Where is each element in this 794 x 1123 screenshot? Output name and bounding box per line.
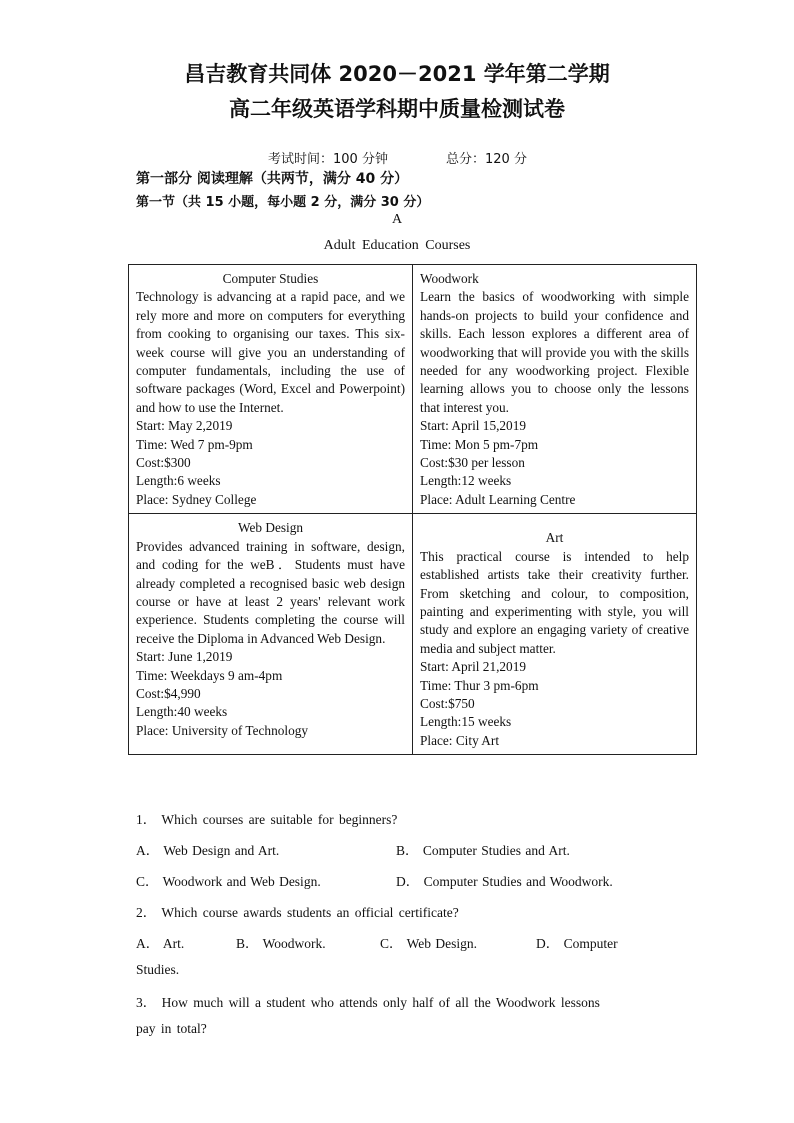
course-place: Place: Adult Learning Centre: [420, 491, 576, 507]
question-2-option-d-continued: Studies.: [136, 962, 180, 977]
course-place: Place: Sydney College: [136, 491, 257, 507]
question-2-option-a: A． Art.: [136, 936, 185, 951]
passage-label: A: [391, 212, 403, 227]
question-1-option-d: D． Computer Studies and Woodwork.: [396, 874, 613, 889]
question-2-option-c: C． Web Design.: [380, 936, 478, 951]
question-2-option-b: B． Woodwork.: [236, 936, 326, 951]
course-time: Time: Mon 5 pm-7pm: [420, 436, 539, 452]
course-start: Start: May 2,2019: [136, 418, 233, 434]
course-description: This practical course is intended to help established artists take their creativity further. From sketching and colour, to composition, painting and experimenting with style, you will study and explore an engaging variety of creative media and subject matter.: [420, 548, 689, 656]
courses-table: [128, 264, 697, 755]
course-woodwork: [413, 265, 697, 514]
exam-time: 考试时间：100 分钟: [268, 152, 388, 167]
courses-row-2: [129, 514, 697, 755]
course-time: Time: Thur 3 pm-6pm: [420, 677, 539, 693]
course-length: Length:15 weeks: [420, 714, 512, 730]
course-title: Web Design: [237, 520, 304, 536]
course-time: Time: Weekdays 9 am-4pm: [136, 667, 283, 683]
course-place: Place: University of Technology: [136, 722, 309, 738]
subsection1-heading: 第一节（共 15 小题，每小题 2 分，满分 30 分）: [136, 195, 430, 210]
question-1-option-c: C． Woodwork and Web Design.: [136, 874, 321, 889]
course-start: Start: April 15,2019: [420, 418, 527, 434]
ad-title: Adult Education Courses: [323, 238, 471, 253]
course-description: Learn the basics of woodworking with simple hands-on projects to build your confidence and skills. Each lesson explores a different area of woodworking that will provide you with the skills needed for any woodworking project. Flexible learning allows you to choose only the lessons that interest you.: [420, 289, 689, 415]
course-length: Length:12 weeks: [420, 473, 512, 489]
course-computer-studies: [129, 265, 413, 514]
exam-title-line2: 高二年级英语学科期中质量检测试卷: [229, 97, 565, 121]
course-cost: Cost:$300: [136, 455, 191, 471]
course-start: Start: April 21,2019: [420, 659, 527, 675]
exam-title-line1: 昌吉教育共同体 2020－2021 学年第二学期: [184, 62, 610, 86]
question-1-stem: 1． Which courses are suitable for beginners?: [136, 812, 398, 827]
course-description: Provides advanced training in software, design, and coding for the weB．Students must have already completed a recognised basic web design course or have at least 2 years' relevant work experience. Students completing the course will receive the Diploma in Advanced Web Design.: [136, 538, 405, 646]
course-title: Art: [545, 530, 564, 546]
question-1-option-a: A． Web Design and Art.: [136, 843, 280, 858]
course-description: Technology is advancing at a rapid pace, and we rely more and more on computers for everything from cooking to organising our taxes. This six-week course will give you an understanding of computer fundamentals, including the use of software packages (Word, Excel and Powerpoint) and how to use the Internet.: [136, 289, 405, 415]
course-start: Start: June 1,2019: [136, 649, 233, 665]
course-title: Woodwork: [420, 271, 479, 286]
course-cost: Cost:$750: [420, 695, 475, 711]
course-length: Length:6 weeks: [136, 473, 221, 489]
courses-row-1: [129, 265, 697, 514]
part1-heading: 第一部分 阅读理解（共两节，满分 40 分）: [136, 171, 409, 187]
course-time: Time: Wed 7 pm-9pm: [136, 436, 253, 452]
question-2-stem: 2． Which course awards students an official certificate?: [136, 905, 459, 920]
question-1-option-b: B． Computer Studies and Art.: [396, 843, 570, 858]
course-place: Place: City Art: [420, 732, 500, 748]
question-3-stem-line1: 3． How much will a student who attends only half of all the Woodwork lessons: [136, 995, 600, 1010]
course-title: Computer Studies: [222, 271, 319, 286]
course-cost: Cost:$4,990: [136, 685, 201, 701]
question-3-stem-line2: pay in total?: [136, 1021, 207, 1036]
course-web-design: [129, 514, 413, 755]
question-2-option-d: D． Computer: [536, 936, 618, 951]
course-cost: Cost:$30 per lesson: [420, 455, 525, 471]
total-score: 总分：120 分: [446, 152, 527, 167]
course-length: Length:40 weeks: [136, 704, 228, 720]
course-art: [413, 514, 697, 755]
